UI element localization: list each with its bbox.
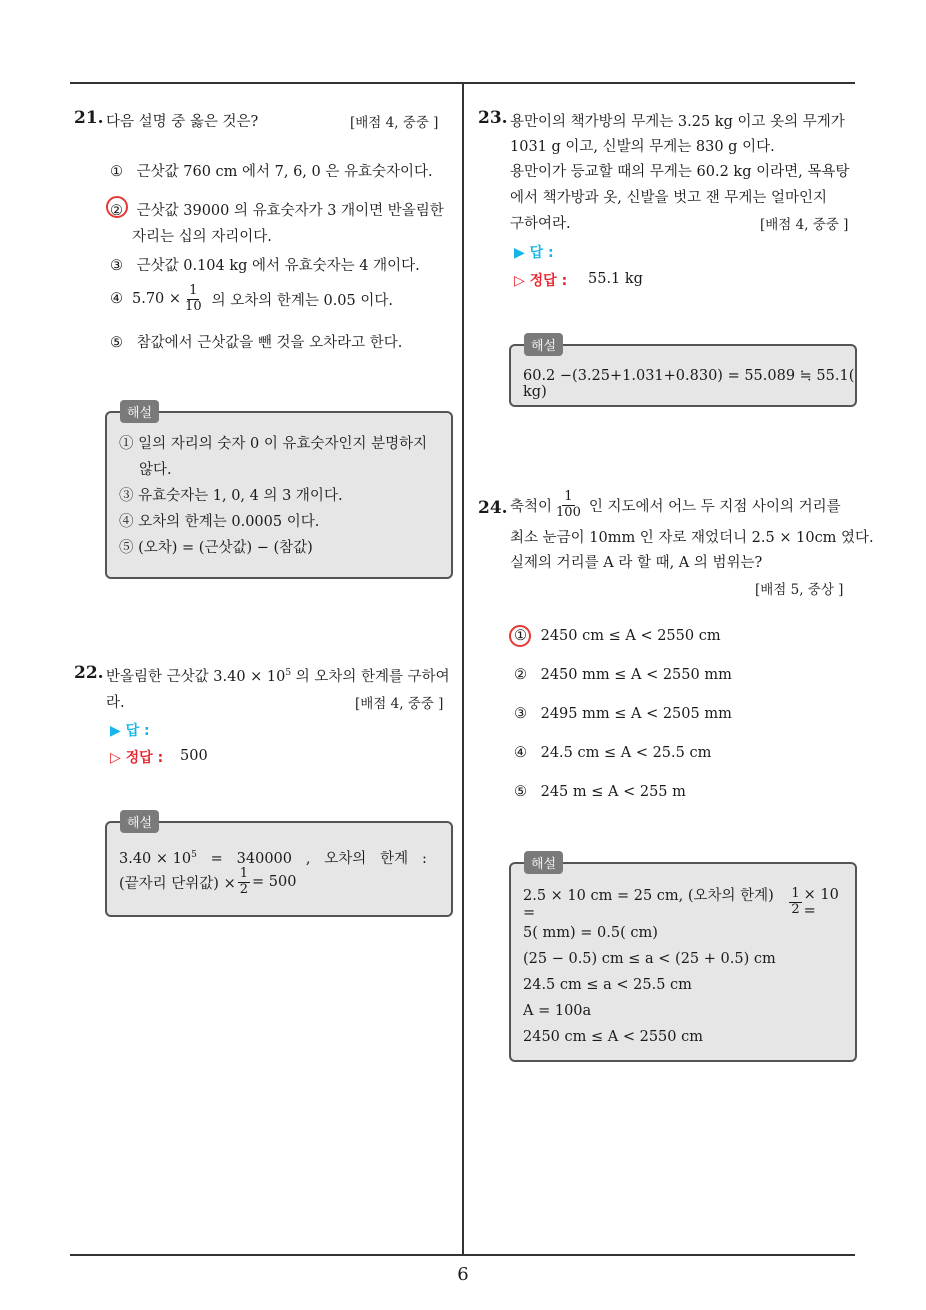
option-5[interactable]: ⑤ 참값에서 근삿값을 뺀 것을 오차라고 한다. [110, 335, 403, 351]
question-text-line3: 실제의 거리를 A 라 할 때, A 의 범위는? [510, 555, 763, 571]
explain-line: ⑤ (오차) = (근삿값) − (참값) [119, 540, 313, 556]
question-text: 1031 g 이고, 신발의 무게는 830 g 이다. [510, 139, 775, 155]
explain-line: ③ 유효숫자는 1, 0, 4 의 3 개이다. [119, 488, 343, 504]
question-text: 에서 책가방과 옷, 신발을 벗고 잰 무게는 얼마인지 [510, 190, 828, 206]
explanation-box [105, 411, 453, 579]
option-1[interactable]: ① 근삿값 760 cm 에서 7, 6, 0 은 유효숫자이다. [110, 164, 433, 180]
question-text: 다음 설명 중 옳은 것은? [106, 114, 259, 130]
explain-line: 60.2 −(3.25+1.031+0.830) = 55.089 ≒ 55.1( kg) [523, 368, 855, 400]
question-meta: [배점 4, 중중 ] [350, 115, 439, 131]
explanation-box [509, 862, 857, 1062]
question-number: 24. [478, 498, 508, 518]
correct-label: ▷ 정답 : [110, 750, 164, 766]
explain-line: A = 100a [523, 1003, 592, 1019]
explain-line: 2.5 × 10 cm = 25 cm, (오차의 한계) = $\frac{1}{2}$ × 10 = [523, 886, 839, 921]
explain-line: (끝자리 단위값) × $\frac{1}{2}$ = 500 [119, 866, 297, 897]
question-text: 반올림한 근삿값 $3.40 \times 10^5$ 의 오차의 한계를 구하여 [106, 668, 450, 685]
explanation-tag: 해설 [120, 810, 159, 833]
question-number: 23. [478, 108, 508, 128]
explain-line: 5( mm) = 0.5( cm) [523, 925, 658, 941]
question-meta: [배점 4, 중중 ] [760, 217, 849, 233]
option-2-line2: 자리는 십의 자리이다. [132, 229, 272, 245]
option-3[interactable]: ③ 근삿값 0.104 kg 에서 유효숫자는 4 개이다. [110, 258, 420, 274]
correct-value: 500 [180, 748, 208, 764]
explain-line: ④ 오차의 한계는 0.0005 이다. [119, 514, 320, 530]
fraction: $\frac{1}{10}$ [185, 283, 202, 314]
option-2[interactable]: ② 근삿값 39000 의 유효숫자가 3 개이면 반올림한 [110, 203, 444, 219]
correct-label: ▷ 정답 : [514, 273, 568, 289]
explain-line: 24.5 cm ≤ a < 25.5 cm [523, 977, 692, 993]
option-1[interactable]: ① 2450 cm ≤ A < 2550 cm [514, 628, 721, 644]
answer-label[interactable]: ▶ 답 : [110, 723, 150, 739]
column-divider [462, 84, 464, 1256]
answer-label[interactable]: ▶ 답 : [514, 245, 554, 261]
question-text-line2: 라. [106, 695, 125, 711]
question-text: 축척이 $\frac{1}{100}$ 인 지도에서 어느 두 지점 사이의 거리를 [510, 489, 841, 520]
explanation-tag: 해설 [524, 851, 563, 874]
explain-line: 않다. [139, 462, 172, 478]
question-text: 구하여라. [510, 216, 571, 232]
question-text-line2: 최소 눈금이 10mm 인 자로 재었더니 2.5 × 10cm 였다. [510, 530, 874, 546]
option-3[interactable]: ③ 2495 mm ≤ A < 2505 mm [514, 706, 732, 722]
question-meta: [배점 4, 중중 ] [355, 696, 444, 712]
option-2[interactable]: ② 2450 mm ≤ A < 2550 mm [514, 667, 732, 683]
bottom-rule [70, 1254, 855, 1256]
correct-value: 55.1 kg [588, 271, 643, 287]
question-meta: [배점 5, 중상 ] [755, 582, 844, 598]
explain-line: ① 일의 자리의 숫자 0 이 유효숫자인지 분명하지 [119, 436, 428, 452]
question-number: 21. [74, 108, 104, 128]
explain-line: $3.40 \times 10^5 = 340000$ , 오차의 한계 : [119, 850, 427, 867]
question-text: 용만이의 책가방의 무게는 3.25 kg 이고 옷의 무게가 [510, 114, 845, 130]
option-4[interactable]: ④ 24.5 cm ≤ A < 25.5 cm [514, 745, 712, 761]
explain-line: (25 − 0.5) cm ≤ a < (25 + 0.5) cm [523, 951, 776, 967]
explanation-box [105, 821, 453, 917]
explanation-tag: 해설 [524, 333, 563, 356]
option-5[interactable]: ⑤ 245 m ≤ A < 255 m [514, 784, 686, 800]
explanation-tag: 해설 [120, 400, 159, 423]
page-number: 6 [457, 1264, 469, 1285]
explain-line: 2450 cm ≤ A < 2550 cm [523, 1029, 703, 1045]
question-number: 22. [74, 663, 104, 683]
option-4[interactable]: ④ 5.70 × $\frac{1}{10}$ 의 오차의 한계는 0.05 이다. [110, 283, 393, 314]
question-text: 용만이가 등교할 때의 무게는 60.2 kg 이라면, 목욕탕 [510, 164, 850, 180]
